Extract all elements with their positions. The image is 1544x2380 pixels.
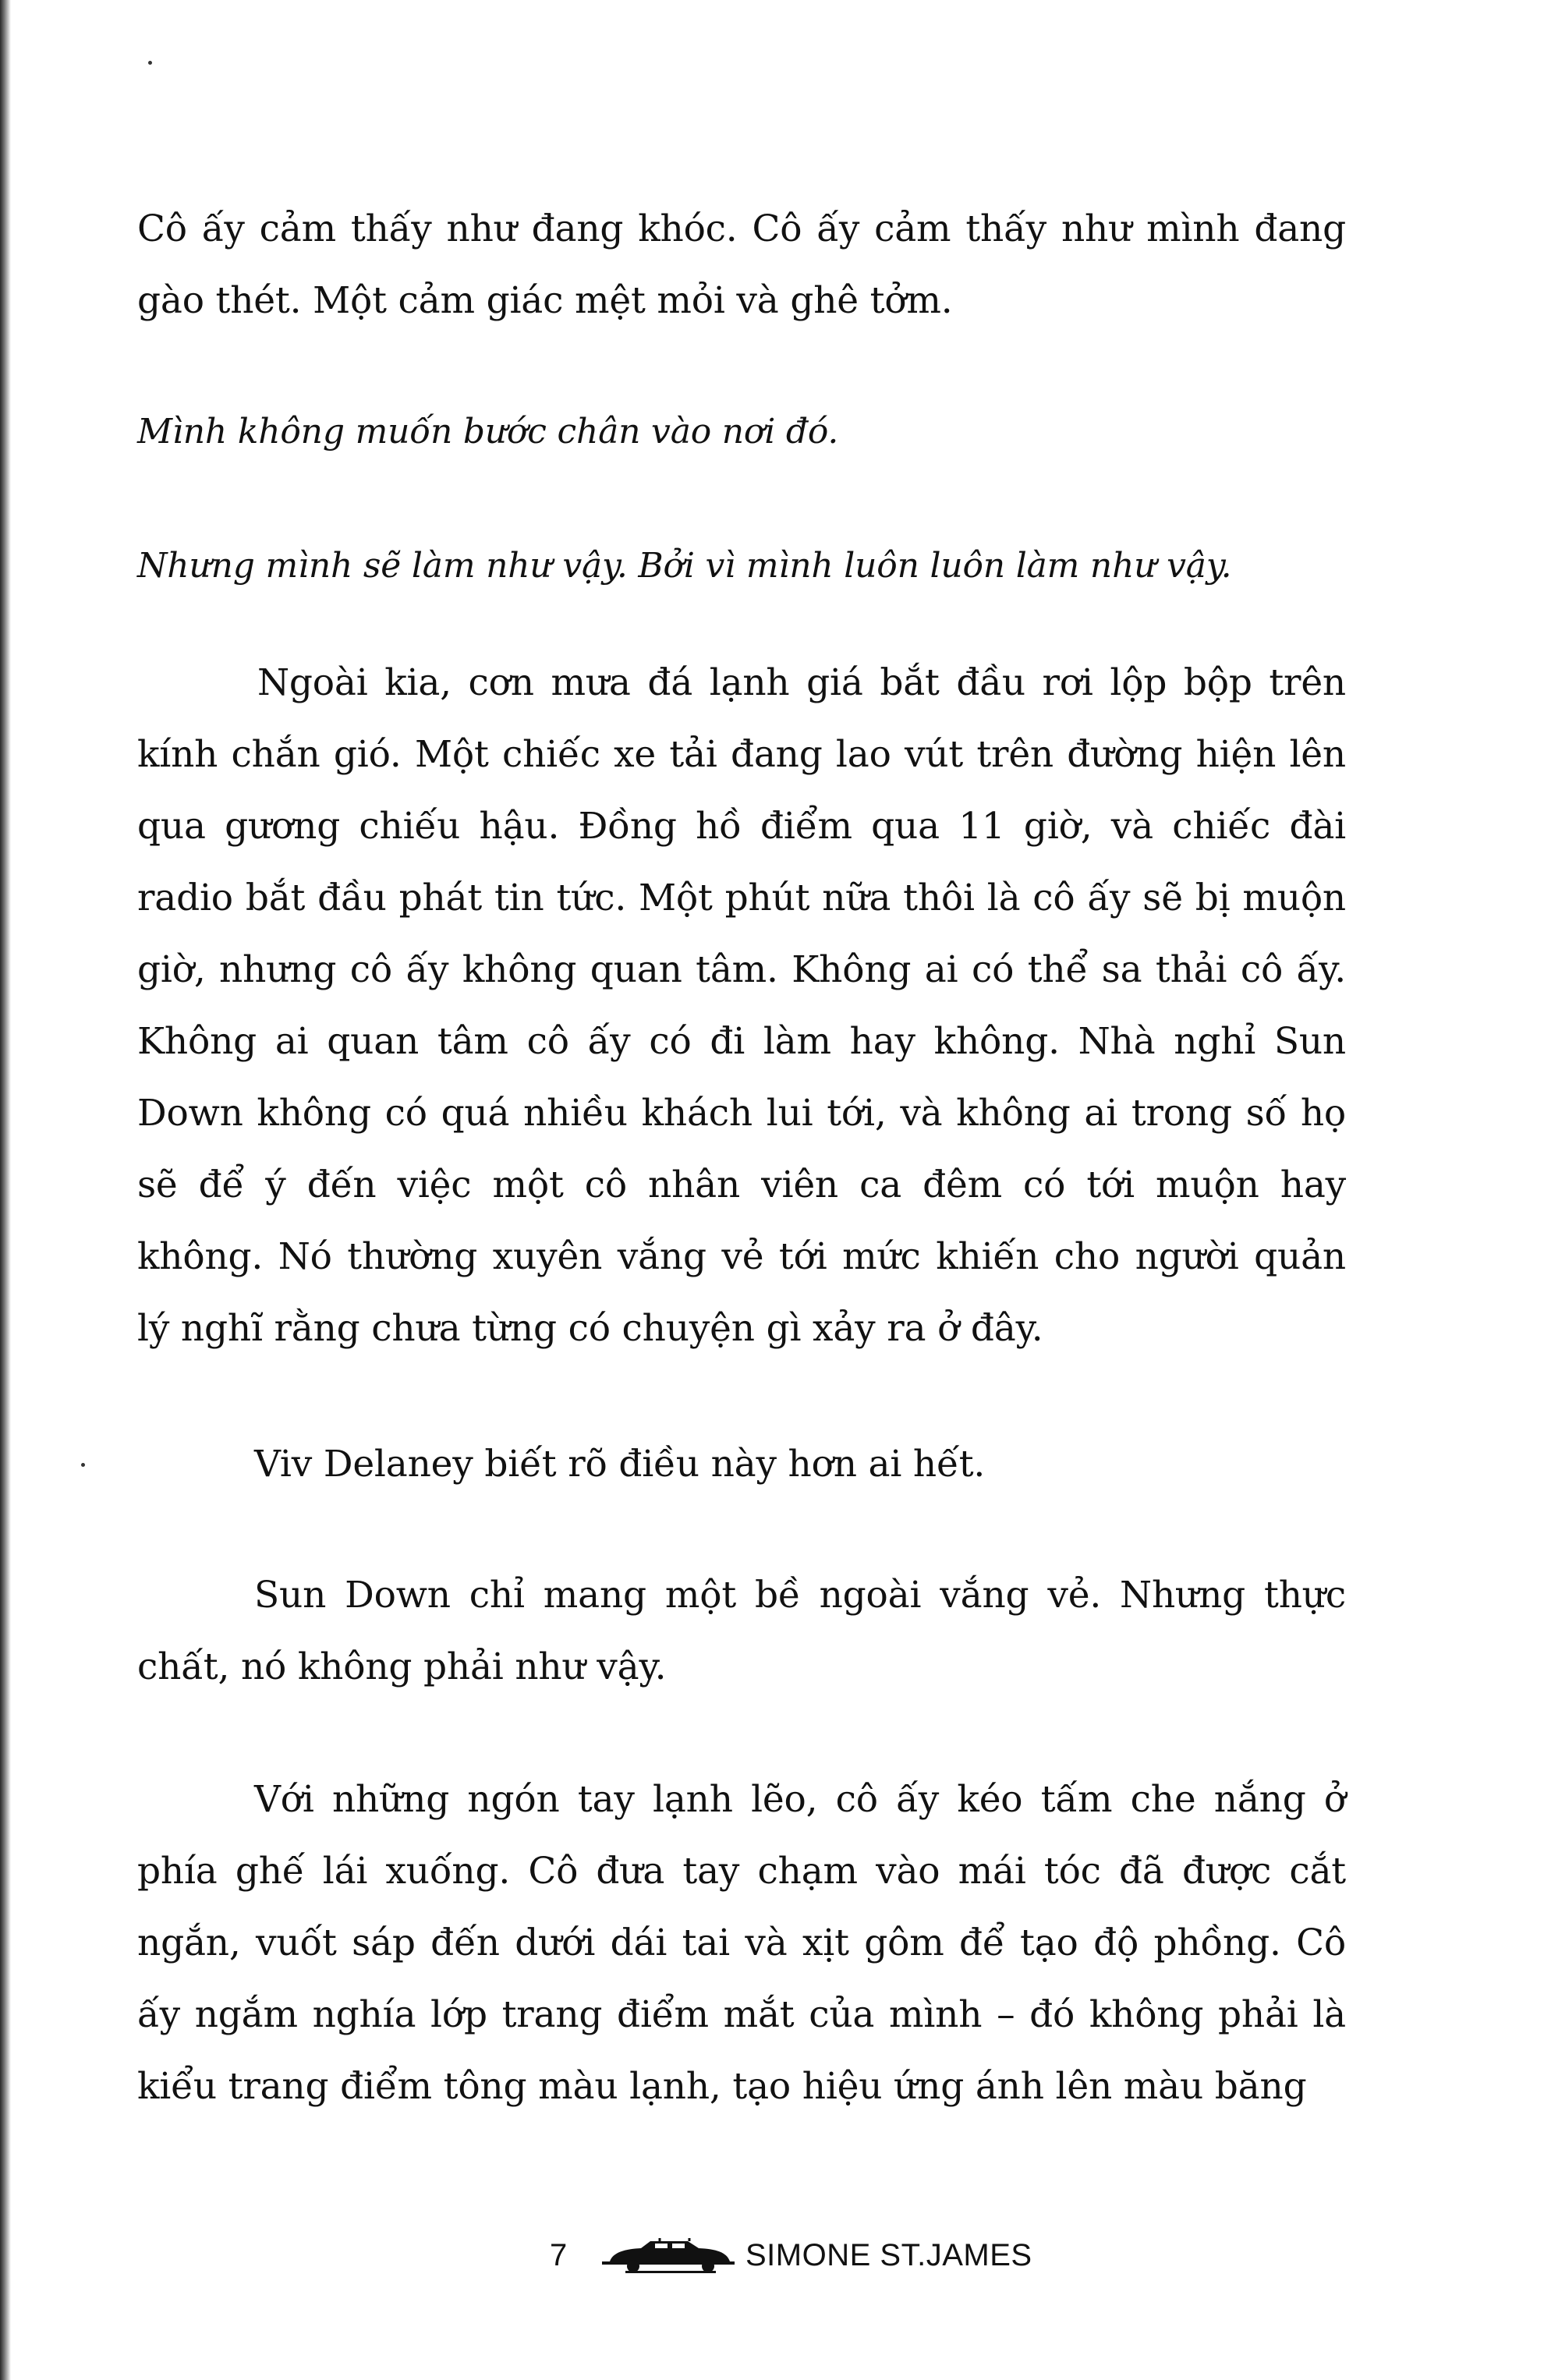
vintage-car-icon <box>602 2238 735 2276</box>
paragraph-4: Ngoài kia, cơn mưa đá lạnh giá bắt đầu rơi lộp bộp trên kính chắn gió. Một chiếc xe tải đang lao vút trên đường hiện lên qua gương chiếu hậu. Đồng hồ điểm qua 11 giờ, và chiếc đài radio bắt đầu phát tin tức. Một phút nữa thôi là cô ấy sẽ bị muộn giờ, nhưng cô ấy không quan tâm. Không ai có thể sa thải cô ấy. Không ai quan tâm cô ấy có đi làm hay không. Nhà nghỉ Sun Down không có quá nhiều khách lui tới, và không ai trong số họ sẽ để ý đến việc một cô nhân viên ca đêm có tới muộn hay không. Nó thường xuyên vắng vẻ tới mức khiến cho người quản lý nghĩ rằng chưa từng có chuyện gì xảy ra ở đây. <box>137 661 1346 1350</box>
author-name: SIMONE ST.JAMES <box>745 2238 1032 2272</box>
print-speck <box>148 61 152 65</box>
page-footer <box>0 2232 1544 2279</box>
print-speck <box>81 1463 85 1467</box>
paragraph-2-italic: Mình không muốn bước chân vào nơi đó. <box>137 412 839 452</box>
paragraph-7: Với những ngón tay lạnh lẽo, cô ấy kéo tấm che nắng ở phía ghế lái xuống. Cô đưa tay chạm vào mái tóc đã được cắt ngắn, vuốt sáp đến dưới dái tai và xịt gôm để tạo độ phồng. Cô ấy ngắm nghía lớp trang điểm mắt của mình – đó không phải là kiểu trang điểm tông màu lạnh, tạo hiệu ứng ánh lên màu băng <box>137 1778 1346 2108</box>
paragraph-1: Cô ấy cảm thấy như đang khóc. Cô ấy cảm thấy như mình đang gào thét. Một cảm giác mệt mỏi và ghê tởm. <box>137 207 1346 322</box>
page-edge-shadow <box>0 0 11 2380</box>
paragraph-3-italic: Nhưng mình sẽ làm như vậy. Bởi vì mình luôn luôn làm như vậy. <box>137 546 1232 586</box>
page-number: 7 <box>550 2238 568 2272</box>
paragraph-5: Viv Delaney biết rõ điều này hơn ai hết. <box>254 1443 986 1486</box>
paragraph-6: Sun Down chỉ mang một bề ngoài vắng vẻ. Nhưng thực chất, nó không phải như vậy. <box>137 1574 1346 1688</box>
